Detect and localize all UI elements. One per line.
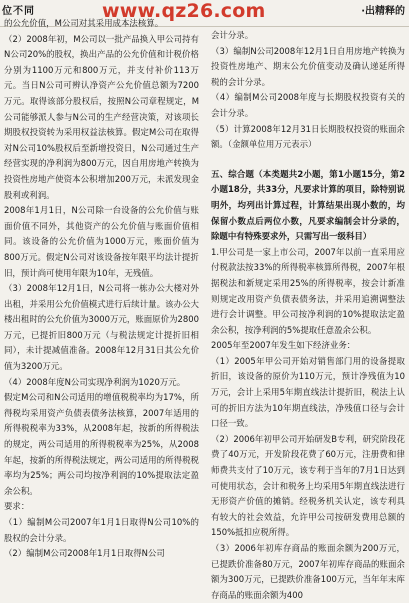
paragraph: （3）2008年12月1日，N公司将一栋办公大楼对外出租，并采用公允价值模式进行后续计量。该办公大楼出租时的公允价值为3000万元，账面原价为2800万元，已提折旧800万元（与税法规定计提折旧相同），未计提减值准备。2008年12月31日其公允价值为3200万元。 xyxy=(4,283,199,372)
left-column xyxy=(4,16,199,562)
header-left-text: 位不同 xyxy=(2,6,35,17)
right-column xyxy=(211,28,405,603)
paragraph: （4）2008年度N公司实现净利润为1020万元。 xyxy=(4,376,186,387)
paragraph: （2）编制M公司2008年1月1日取得N公司 xyxy=(4,548,165,559)
paragraph: （4）编制M公司2008年度与长期股权投资有关的会计分录。 xyxy=(211,92,405,118)
paragraph: 1.甲公司是一家上市公司，2007年以前一直采用应付税款法按33%的所得税率核算所得税，2007年根据税法和新规定采用25%的所得税率，按会计新准则规定改用资产负债表债务法，并采用追溯调整法进行会计调整。甲公司按净利润的10%提取法定盈余公积，按净利润的5%提取任意盈余公积。 xyxy=(211,246,405,335)
paragraph: 假定M公司和N公司适用的增值税税率均为17%，所得税均采用资产负债表债务法核算，2007年适用的所得税税率为33%，从2008年起，按新的所得税法的规定，两公司适用的所得税税率为25%，从2008年起，按新的所得税法规定，两公司适用的所得税税率均为25%；两公司均按净利润的10%提取法定盈余公积。 xyxy=(4,392,199,496)
paragraph: （3）编制N公司2008年12月1日自用房地产转换为投资性房地产、期末公允价值变动及确认递延所得税的会计分录。 xyxy=(211,45,405,87)
section-title: 五、综合题（本类题共2小题，第1小题15分，第2小题18分，共33分，凡要求计算的项目，除特别说明外，均列出计算过程，计算结果出现小数的，均保留小数点后两位小数，凡要求编制会计分录的，除题中有特殊要求外，只需写出一级科目） xyxy=(211,168,405,242)
paragraph: （1）编制M公司2007年1月1日取得N公司10%的股权的会计分录。 xyxy=(4,517,199,543)
paragraph: （2）2008年初，M公司以一批产品换入甲公司持有N公司20%的股权，换出产品的公允价值和计税价格分别为1100万元和800万元，并支付补价113万元。当日N公司可辨认净资产公允价值总额为7200万元。取得该部分股权后，按照N公司章程规定，M公司能够派人参与N公司的生产经营决策，对该项长期股权投资转为采用权益法核算。假定M公司在取得对N公司10%股权后至新增投资日，N公司通过生产经营实现的净利润为800万元，因自用房地产转换为投资性房地产使资本公积增加200万元，未派发现金股利或利润。 xyxy=(4,33,199,200)
paragraph: 的公允价值，M公司对其采用成本法核算。 xyxy=(4,18,164,28)
paragraph: （5）计算2008年12月31日长期股权投资的账面余额。（金额单位用万元表示） xyxy=(211,123,405,150)
paragraph: （3）2006年初库存商品的账面余额为200万元，已提跌价准备80万元，2007年初库存商品的账面余额为300万元，已提跌价准备100万元，当年年末库存商品的账面余额为400 xyxy=(211,543,405,600)
paragraph: 2005年至2007年发生如下经济业务： xyxy=(211,340,356,351)
paragraph: （1）2005年甲公司开始对销售部门用的设备提取折旧，该设备的原价为110万元，预计净残值为10万元，会计上采用5年期直线法计提折旧，税法上认可的折旧方法为10年期直线法，净残值口径与会计口径一致。 xyxy=(211,355,405,429)
paragraph: 会计分录。 xyxy=(211,30,254,40)
paragraph: （2）2006年初甲公司开始研发B专利，研究阶段花费了40万元，开发阶段花费了60万元，注册费和律师费共支付了10万元，该专利于当年的7月1日达到可使用状态，会计和税务上均采用5年期直线法进行无形资产价值的摊销。经税务机关认定，该专利具有较大的社会效益，允许甲公司按研发费用总额的150%抵扣应税所得。 xyxy=(211,433,405,538)
requirement-heading: 要求： xyxy=(4,501,30,512)
watermark-url: www.qz26.com xyxy=(102,0,266,22)
header-right-text: ·出精释的 xyxy=(361,6,405,17)
paragraph: 2008年1月1日，N公司除一台设备的公允价值与账面价值不同外，其他资产的公允价值与账面价值相同。该设备的公允价值为1000万元，账面价值为800万元。假定N公司对该设备按年限平均法计提折旧，预计尚可使用年限为10年，无残值。 xyxy=(4,205,199,278)
